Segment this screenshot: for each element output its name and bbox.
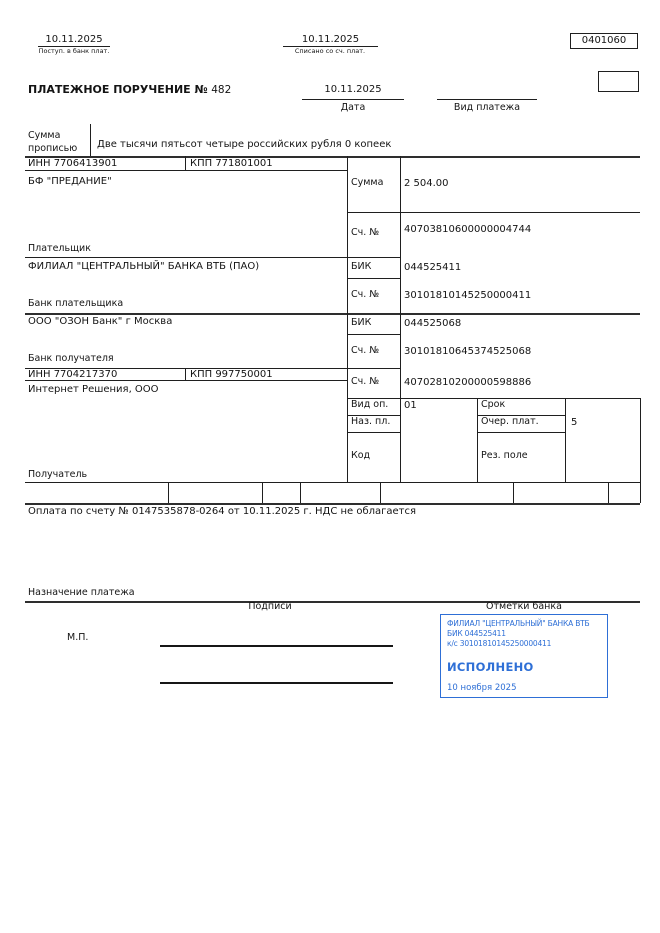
doc-date-label: Дата: [340, 102, 366, 113]
payer-bank-bik-label: БИК: [351, 261, 372, 272]
amount-words-text: Две тысячи пятьсот четыре российских рубля 0 копеек: [97, 139, 392, 150]
payer-bank-bik-value: 044525411: [404, 262, 462, 273]
payer-inn: ИНН 7706413901: [28, 158, 118, 169]
amount-value: 2 504.00: [404, 178, 449, 189]
doc-title-row: [28, 84, 231, 97]
purpose-section-label: Назначение платежа: [28, 587, 135, 598]
payee-bank-bik-label: БИК: [351, 317, 372, 328]
priority-value: 5: [571, 417, 578, 428]
table-line: [477, 432, 565, 433]
table-vline: [477, 398, 478, 482]
table-vline: [565, 398, 566, 482]
purpose-text: Оплата по счету № 0147535878-0264 от 10.11.2025 г. НДС не облагается: [28, 506, 417, 517]
priority-label: Очер. плат.: [481, 416, 539, 427]
payer-kpp: КПП 771801001: [190, 158, 273, 169]
amount-words-label: Сумма прописью: [28, 130, 78, 154]
payee-bank-corr-label: Сч. №: [351, 345, 380, 356]
mp-label: М.П.: [67, 632, 89, 643]
amount-label: Сумма: [351, 177, 384, 188]
payment-kind-label: Вид платежа: [453, 102, 521, 113]
payer-name: БФ "ПРЕДАНИЕ": [28, 176, 112, 187]
bank-stamp: [440, 614, 608, 698]
payment-kind-line: [437, 99, 537, 100]
payee-bank-corr-value: 30101810645374525068: [404, 346, 532, 357]
signatures-title: Подписи: [248, 601, 292, 612]
table-line: [25, 170, 347, 171]
strip-cell-divider: [262, 482, 263, 503]
table-line: [25, 257, 400, 258]
table-line: [25, 503, 640, 505]
payer-bank-corr-value: 30101810145250000411: [404, 290, 532, 301]
payer-bank-corr-label: Сч. №: [351, 289, 380, 300]
debited-date-label: Списано со сч. плат.: [294, 47, 366, 55]
payer-bank-section-label: Банк плательщика: [28, 298, 124, 309]
strip-cell-divider: [513, 482, 514, 503]
table-line: [347, 278, 400, 279]
table-vline: [185, 368, 186, 380]
table-line: [347, 212, 640, 213]
payee-bank-bik-value: 044525068: [404, 318, 462, 329]
received-date-label: Поступ. в банк плат.: [38, 47, 110, 55]
naz-pl-label: Наз. пл.: [351, 416, 391, 427]
stamp-bank-name: ФИЛИАЛ "ЦЕНТРАЛЬНЫЙ" БАНКА ВТБ: [447, 619, 590, 628]
bank-marks-title: Отметки банка: [486, 601, 562, 612]
amount-words-divider: [90, 124, 91, 156]
term-label: Срок: [481, 399, 506, 410]
doc-title: ПЛАТЕЖНОЕ ПОРУЧЕНИЕ №: [28, 83, 208, 96]
payer-account-label: Сч. №: [351, 227, 380, 238]
table-vline: [400, 156, 401, 482]
stamp-date: 10 ноября 2025: [447, 683, 517, 693]
debited-date: 10.11.2025: [301, 34, 360, 45]
payee-kpp: КПП 997750001: [190, 369, 273, 380]
payee-inn: ИНН 7704217370: [28, 369, 118, 380]
code-label: Код: [351, 450, 371, 461]
payee-account-value: 40702810200000598886: [404, 377, 532, 388]
table-line: [347, 432, 400, 433]
strip-cell-divider: [168, 482, 169, 503]
payer-account-value: 40703810600000004744: [404, 224, 532, 235]
stamp-status: ИСПОЛНЕНО: [447, 660, 534, 674]
signature-line-2: [160, 682, 393, 684]
form-code: 0401060: [581, 35, 627, 46]
strip-cell-divider: [300, 482, 301, 503]
payment-kind-box: [598, 71, 639, 92]
doc-date: 10.11.2025: [324, 84, 382, 95]
reserve-field-label: Рез. поле: [481, 450, 528, 461]
doc-number: 482: [211, 84, 232, 96]
stamp-bik: БИК 044525411: [447, 629, 506, 638]
strip-cell-divider: [608, 482, 609, 503]
received-date: 10.11.2025: [45, 34, 103, 45]
doc-date-line: [302, 99, 404, 100]
payee-name: Интернет Решения, ООО: [28, 384, 159, 395]
payer-bank-name: ФИЛИАЛ "ЦЕНТРАЛЬНЫЙ" БАНКА ВТБ (ПАО): [28, 261, 260, 272]
table-vline: [185, 156, 186, 170]
table-vline: [640, 398, 641, 503]
form-code-box: [570, 33, 638, 49]
payee-section-label: Получатель: [28, 469, 88, 480]
table-line: [347, 334, 400, 335]
table-line: [25, 313, 640, 315]
op-type-label: Вид оп.: [351, 399, 389, 410]
op-type-value: 01: [404, 400, 417, 411]
stamp-corr-account: к/с 30101810145250000411: [447, 639, 552, 648]
payee-bank-name: ООО "ОЗОН Банк" г Москва: [28, 316, 173, 327]
table-line: [25, 482, 640, 483]
payee-bank-section-label: Банк получателя: [28, 353, 114, 364]
strip-cell-divider: [380, 482, 381, 503]
signature-line-1: [160, 645, 393, 647]
payer-section-label: Плательщик: [28, 243, 91, 254]
table-vline: [347, 156, 348, 482]
payee-account-label: Сч. №: [351, 376, 380, 387]
